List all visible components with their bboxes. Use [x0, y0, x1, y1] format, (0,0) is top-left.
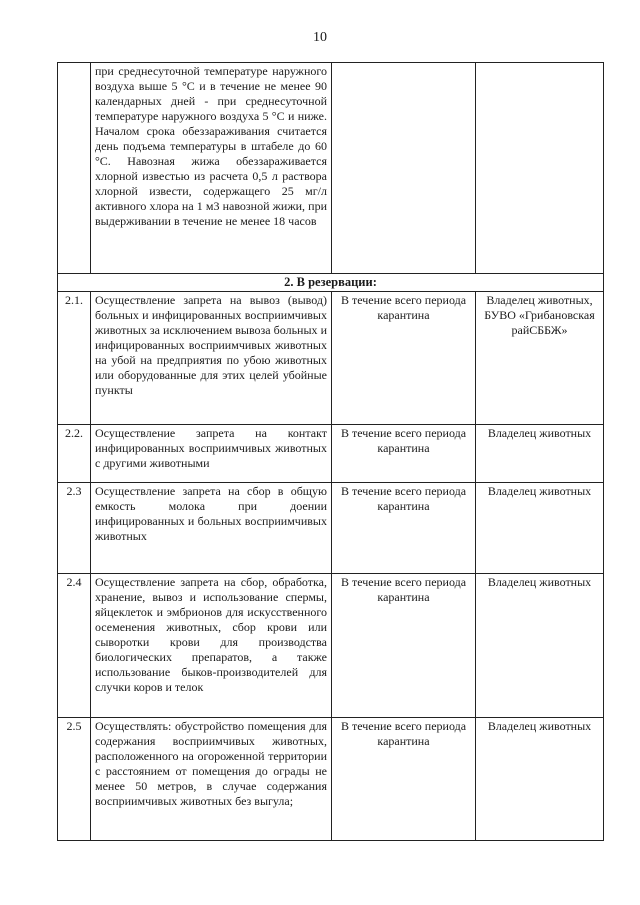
measure-responsible	[476, 63, 604, 274]
row-number: 2.1.	[58, 292, 91, 425]
measure-responsible: Владелец животных	[476, 718, 604, 841]
section-title: 2. В резервации:	[58, 274, 604, 292]
quarantine-measures-table	[57, 62, 604, 841]
measure-description: Осуществление запрета на сбор, обработка, хранение, вывоз и использование спермы, яйцеклеток и эмбрионов для искусственного осеменения животных, сбор крови или сыворотки крови для производства биологических препаратов, а также использование быков-производителей для случки коров и телок	[91, 574, 332, 718]
measure-term: В течение всего периода карантина	[332, 718, 476, 841]
measure-term: В течение всего периода карантина	[332, 483, 476, 574]
measure-description: Осуществление запрета на вывоз (вывод) больных и инфицированных восприимчивых животных за исключением вывоза больных и инфицированных восприимчивых животных на убой на предприятия по убою животных или оборудованные для этих целей убойные пункты	[91, 292, 332, 425]
measure-term: В течение всего периода карантина	[332, 425, 476, 483]
table-row	[58, 425, 604, 483]
measure-description: Осуществлять: обустройство помещения для содержания восприимчивых животных, расположенного на огороженной территории с расстоянием от помещения до ограды не менее 50 метров, в случае содержания восприимчивых животных без выгула;	[91, 718, 332, 841]
row-number: 2.2.	[58, 425, 91, 483]
measure-responsible: Владелец животных	[476, 574, 604, 718]
section-header-row	[58, 274, 604, 292]
measure-description: Осуществление запрета на контакт инфицированных восприимчивых животных с другими животными	[91, 425, 332, 483]
measure-description: при среднесуточной температуре наружного воздуха выше 5 °С и в течение не менее 90 календарных дней - при среднесуточной температуре наружного воздуха 5 °С и ниже. Началом срока обеззараживания считается день подъема температуры в штабеле до 60 °С. Навозная жижа обеззараживается хлорной известью из расчета 0,5 л раствора хлорной извести, содержащего 25 мг/л активного хлора на 1 м3 навозной жижи, при выдерживании в течение не менее 18 часов	[91, 63, 332, 274]
row-number: 2.3	[58, 483, 91, 574]
row-number: 2.5	[58, 718, 91, 841]
measure-term	[332, 63, 476, 274]
page-number: 10	[313, 30, 327, 45]
row-number	[58, 63, 91, 274]
table-row-continuation	[58, 63, 604, 274]
measure-responsible: Владелец животных	[476, 483, 604, 574]
measure-description: Осуществление запрета на сбор в общую емкость молока при доении инфицированных и больных восприимчивых животных	[91, 483, 332, 574]
measure-term: В течение всего периода карантина	[332, 574, 476, 718]
measure-term: В течение всего периода карантина	[332, 292, 476, 425]
measure-responsible: Владелец животных, БУВО «Грибановская райСББЖ»	[476, 292, 604, 425]
measure-responsible: Владелец животных	[476, 425, 604, 483]
table-row	[58, 718, 604, 841]
table-row	[58, 292, 604, 425]
table-row	[58, 483, 604, 574]
table-row	[58, 574, 604, 718]
row-number: 2.4	[58, 574, 91, 718]
